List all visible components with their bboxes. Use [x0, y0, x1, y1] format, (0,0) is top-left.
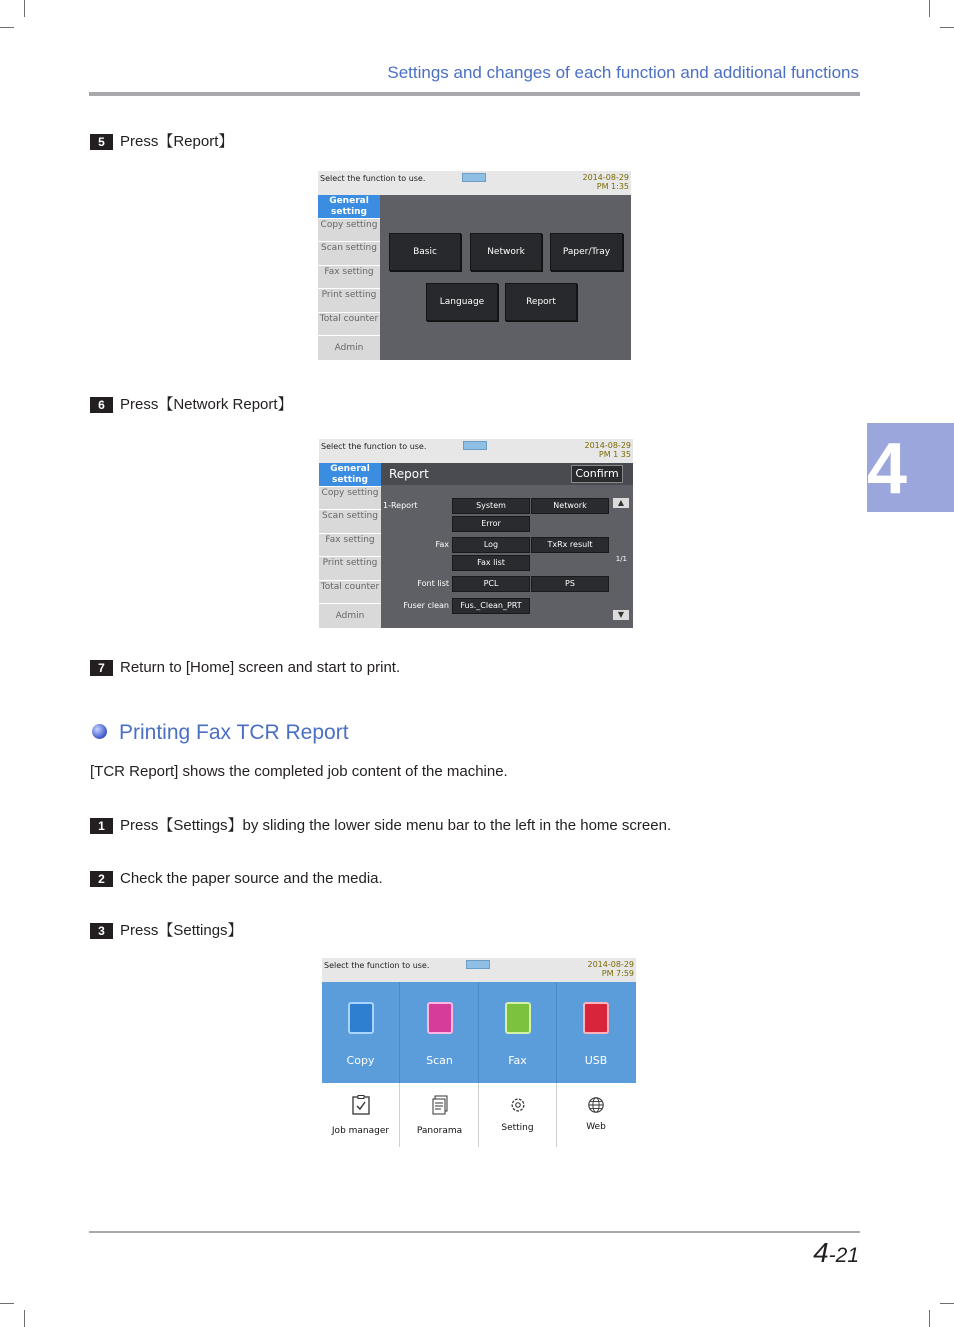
- clipboard-check-icon: [352, 1095, 370, 1115]
- menu-handle-icon[interactable]: [466, 960, 490, 969]
- step-badge: 6: [90, 397, 113, 413]
- screen-prompt: Select the function to use.: [321, 442, 427, 451]
- tool-label: Panorama: [416, 1126, 463, 1136]
- screen-time: PM 7:59: [601, 969, 634, 978]
- screen-time: PM 1:35: [596, 182, 629, 191]
- screen-time: PM 1 35: [598, 450, 631, 459]
- step-badge: 2: [90, 871, 113, 887]
- copy-icon: [348, 1002, 374, 1034]
- usb-icon: [583, 1002, 609, 1034]
- step-text: Press【Network Report】: [120, 396, 293, 414]
- footer-rule: [89, 1231, 860, 1233]
- app-label: Copy: [346, 1054, 375, 1067]
- side-menu: [319, 463, 381, 628]
- btn-ps[interactable]: PS: [531, 576, 609, 592]
- app-copy[interactable]: [322, 982, 400, 1083]
- section-intro: [TCR Report] shows the completed job content of the machine.: [90, 763, 508, 780]
- label-font-list: Font list: [417, 579, 449, 588]
- fax-icon: [505, 1002, 531, 1034]
- document-stack-icon: [431, 1095, 449, 1115]
- tool-panorama[interactable]: [401, 1083, 479, 1147]
- side-menu: [318, 195, 380, 360]
- tile-report[interactable]: Report: [505, 283, 577, 321]
- tile-basic[interactable]: Basic: [389, 233, 461, 271]
- scroll-up-icon[interactable]: ▲: [613, 498, 629, 508]
- app-fax[interactable]: [479, 982, 557, 1083]
- app-scan[interactable]: [401, 982, 479, 1083]
- btn-fax-list[interactable]: Fax list: [452, 555, 530, 571]
- report-title: Report: [389, 467, 429, 481]
- btn-txrx-result[interactable]: TxRx result: [531, 537, 609, 553]
- tool-setting[interactable]: [479, 1083, 557, 1147]
- step-3: [90, 921, 243, 941]
- step-badge: 5: [90, 134, 113, 150]
- step-text: Check the paper source and the media.: [120, 870, 383, 888]
- section-title: [92, 720, 349, 746]
- chapter-tab: [867, 423, 954, 512]
- crop-mark: [0, 27, 14, 28]
- tool-label: Setting: [501, 1123, 534, 1133]
- label-fuser-clean: Fuser clean: [403, 601, 449, 610]
- screen-date: 2014-08-29: [582, 173, 629, 182]
- menu-item-print[interactable]: Print setting: [318, 289, 380, 313]
- tool-job-manager[interactable]: [322, 1083, 400, 1147]
- step-2: [90, 869, 383, 889]
- step-7: [90, 658, 400, 678]
- gear-icon: [509, 1095, 527, 1115]
- screen-topbar: [319, 439, 633, 463]
- step-5: [90, 132, 233, 152]
- menu-item-scan[interactable]: Scan setting: [318, 242, 380, 266]
- menu-item-general[interactable]: General setting: [318, 195, 380, 219]
- bullet-icon: [92, 724, 107, 739]
- step-badge: 7: [90, 660, 113, 676]
- section-title-text: Printing Fax TCR Report: [119, 721, 349, 744]
- screen-datetime: [583, 173, 630, 191]
- header-rule: [89, 92, 860, 96]
- page-chapter: 4: [813, 1237, 829, 1268]
- crop-mark: [24, 1310, 25, 1327]
- app-label: Fax: [508, 1054, 527, 1067]
- screen-topbar: [322, 958, 636, 982]
- tile-paper-tray[interactable]: Paper/Tray: [550, 233, 623, 271]
- page-index: -21: [828, 1244, 859, 1267]
- menu-item-admin[interactable]: Admin: [334, 343, 364, 353]
- crop-mark: [929, 0, 930, 17]
- step-6: [90, 395, 293, 415]
- step-text: Press【Settings】: [120, 922, 243, 940]
- screen-prompt: Select the function to use.: [320, 174, 426, 183]
- menu-item-fax[interactable]: Fax setting: [319, 534, 381, 558]
- btn-error[interactable]: Error: [452, 516, 530, 532]
- report-header: [381, 463, 633, 485]
- crop-mark: [929, 1310, 930, 1327]
- crop-mark: [24, 0, 25, 17]
- page-indicator: 1/1: [615, 555, 627, 563]
- step-text: Return to [Home] screen and start to print.: [120, 659, 401, 677]
- step-text: Press【Report】: [120, 133, 234, 151]
- step-1: [90, 816, 671, 836]
- step-badge: 1: [90, 818, 113, 834]
- menu-item-copy[interactable]: Copy setting: [318, 219, 380, 243]
- scroll-down-icon[interactable]: ▼: [613, 610, 629, 620]
- btn-log[interactable]: Log: [452, 537, 530, 553]
- screen-date: 2014-08-29: [584, 441, 631, 450]
- tile-network[interactable]: Network: [470, 233, 542, 271]
- screen-prompt: Select the function to use.: [324, 961, 430, 970]
- menu-item-print[interactable]: Print setting: [319, 557, 381, 581]
- menu-item-general[interactable]: General setting: [319, 463, 381, 487]
- menu-item-fax[interactable]: Fax setting: [318, 266, 380, 290]
- app-label: USB: [584, 1054, 608, 1067]
- app-label: Scan: [426, 1054, 453, 1067]
- tool-label: Job manager: [331, 1126, 390, 1136]
- page-number: [813, 1237, 859, 1269]
- screenshot-report: [319, 439, 633, 628]
- crop-mark: [940, 1303, 954, 1304]
- globe-icon: [587, 1095, 605, 1115]
- btn-network[interactable]: Network: [531, 498, 609, 514]
- tile-language[interactable]: Language: [426, 283, 498, 321]
- step-badge: 3: [90, 923, 113, 939]
- tool-label: Web: [586, 1122, 606, 1132]
- step-text: Press【Settings】by sliding the lower side menu bar to the left in the home screen.: [120, 817, 672, 835]
- label-fax: Fax: [435, 540, 449, 549]
- menu-item-total[interactable]: Total counter: [319, 581, 381, 605]
- btn-fus-clean-prt[interactable]: Fus._Clean_PRT: [452, 598, 530, 614]
- btn-pcl[interactable]: PCL: [452, 576, 530, 592]
- crop-mark: [0, 1303, 14, 1304]
- screenshot-general-setting: [318, 171, 631, 360]
- screenshot-home: [322, 958, 636, 1147]
- menu-item-copy[interactable]: Copy setting: [319, 487, 381, 511]
- label-1-report: 1-Report: [383, 501, 418, 510]
- screen-datetime: [585, 441, 632, 459]
- page-header-title: Settings and changes of each function and additional functions: [387, 63, 859, 82]
- menu-handle-icon[interactable]: [463, 441, 487, 450]
- tool-web[interactable]: [557, 1083, 635, 1147]
- menu-handle-icon[interactable]: [462, 173, 486, 182]
- screen-date: 2014-08-29: [587, 960, 634, 969]
- chapter-tab-number: 4: [867, 429, 908, 509]
- btn-system[interactable]: System: [452, 498, 530, 514]
- confirm-button[interactable]: Confirm: [571, 465, 623, 483]
- screen-topbar: [318, 171, 631, 195]
- menu-item-total[interactable]: Total counter: [318, 313, 380, 337]
- screen-datetime: [588, 960, 635, 978]
- menu-item-admin[interactable]: Admin: [335, 611, 365, 621]
- menu-item-scan[interactable]: Scan setting: [319, 510, 381, 534]
- scan-icon: [427, 1002, 453, 1034]
- crop-mark: [940, 27, 954, 28]
- app-usb[interactable]: [557, 982, 635, 1083]
